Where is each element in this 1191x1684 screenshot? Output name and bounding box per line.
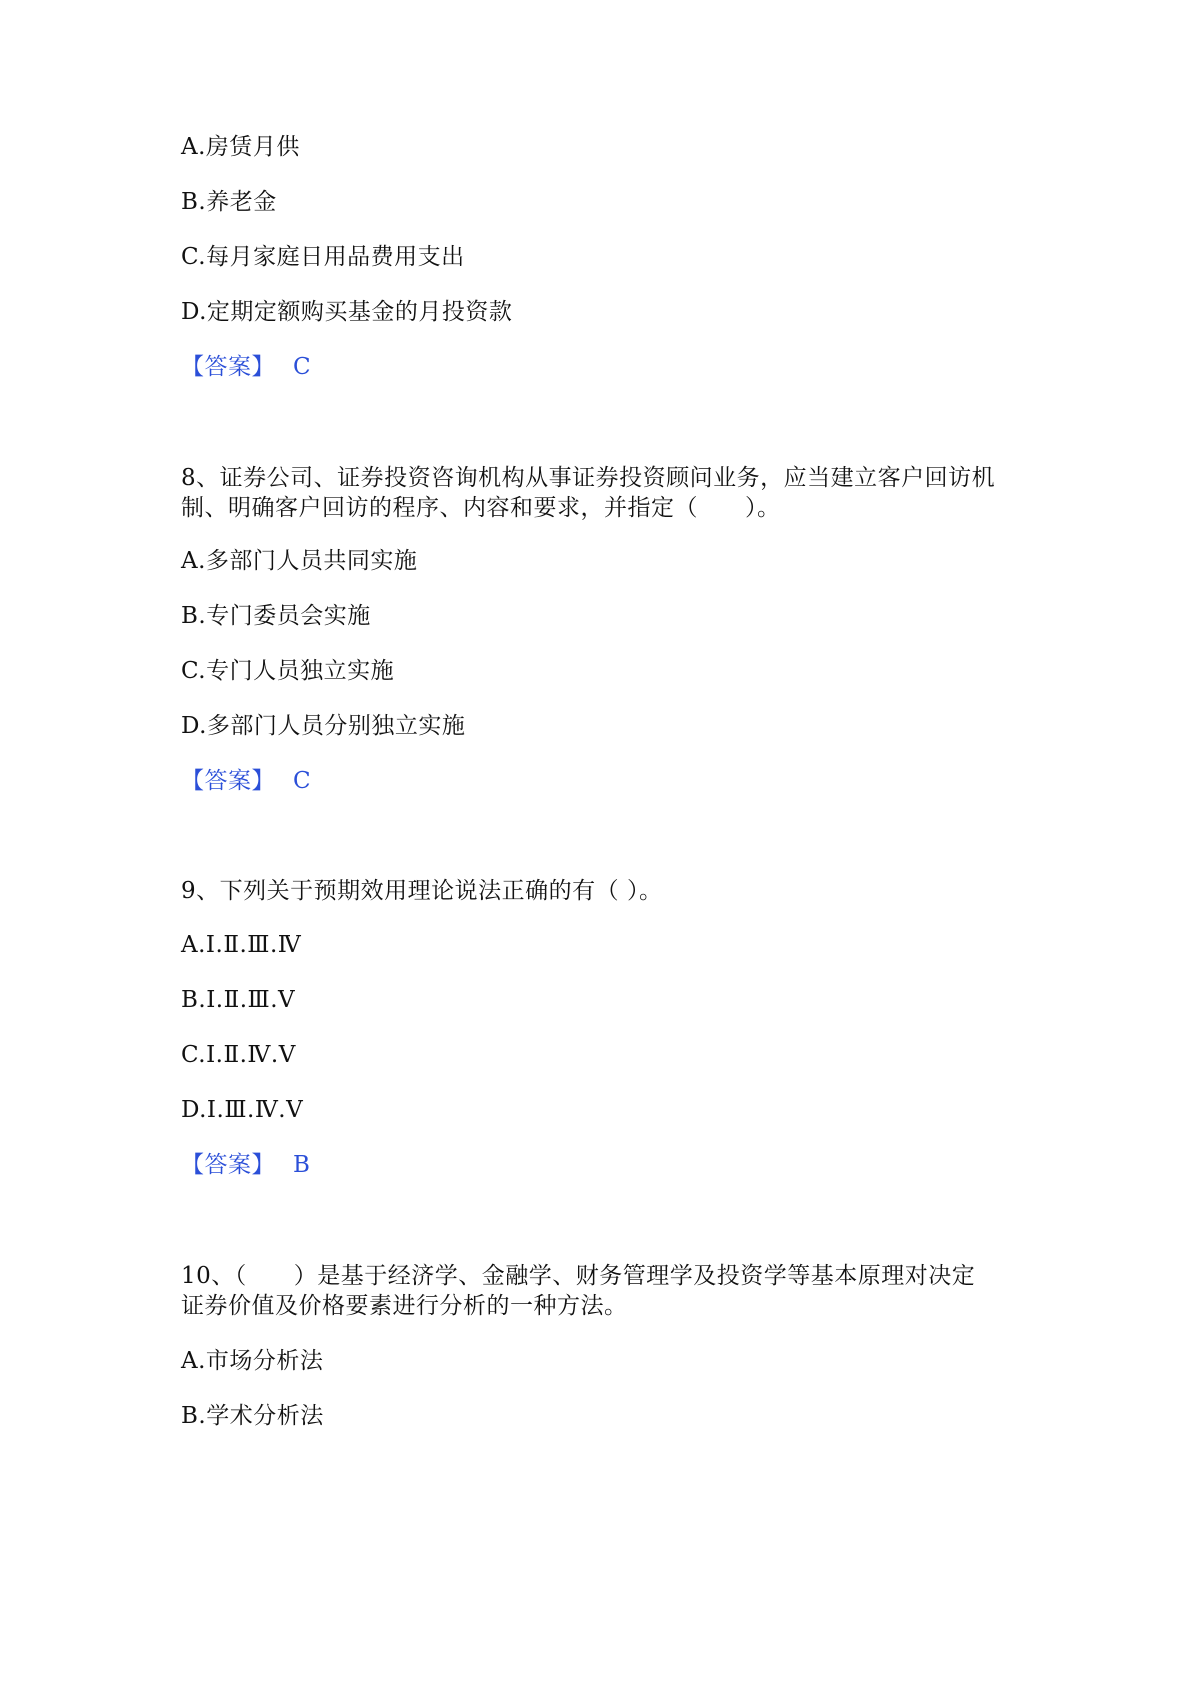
question-stem-line-2: 制、明确客户回访的程序、内容和要求，并指定（ ）。 — [181, 495, 781, 521]
option-b: B.Ⅰ.Ⅱ.Ⅲ.Ⅴ — [181, 987, 296, 1013]
answer-label: 【答案】 — [181, 354, 275, 380]
option-a: A.房赁月供 — [181, 134, 300, 160]
question-stem: 9、下列关于预期效用理论说法正确的有（ ）。 — [181, 878, 663, 904]
answer-label: 【答案】 — [181, 768, 275, 794]
answer-value: C — [293, 354, 312, 380]
answer-value: C — [293, 768, 312, 794]
option-c: C.专门人员独立实施 — [181, 658, 395, 684]
question-stem-line-1: 10、（ ）是基于经济学、金融学、财务管理学及投资学等基本原理对决定 — [181, 1263, 976, 1289]
option-b: B.专门委员会实施 — [181, 603, 371, 629]
option-b: B.养老金 — [181, 189, 277, 215]
answer-value: B — [293, 1152, 311, 1178]
option-d: D.Ⅰ.Ⅲ.Ⅳ.Ⅴ — [181, 1097, 304, 1123]
question-stem-line-2: 证券价值及价格要素进行分析的一种方法。 — [181, 1293, 628, 1319]
question-stem-line-1: 8、证券公司、证券投资咨询机构从事证券投资顾问业务，应当建立客户回访机 — [181, 465, 996, 491]
answer-label: 【答案】 — [181, 1152, 275, 1178]
answer — [181, 352, 311, 382]
option-c: C.每月家庭日用品费用支出 — [181, 244, 465, 270]
option-a: A.多部门人员共同实施 — [181, 548, 418, 574]
option-d: D.定期定额购买基金的月投资款 — [181, 299, 513, 325]
option-c: C.Ⅰ.Ⅱ.Ⅳ.Ⅴ — [181, 1042, 296, 1068]
answer — [181, 766, 311, 796]
option-a: A.市场分析法 — [181, 1348, 324, 1374]
option-d: D.多部门人员分别独立实施 — [181, 713, 466, 739]
option-a: A.Ⅰ.Ⅱ.Ⅲ.Ⅳ — [181, 932, 302, 958]
answer — [181, 1150, 310, 1180]
option-b: B.学术分析法 — [181, 1403, 324, 1429]
